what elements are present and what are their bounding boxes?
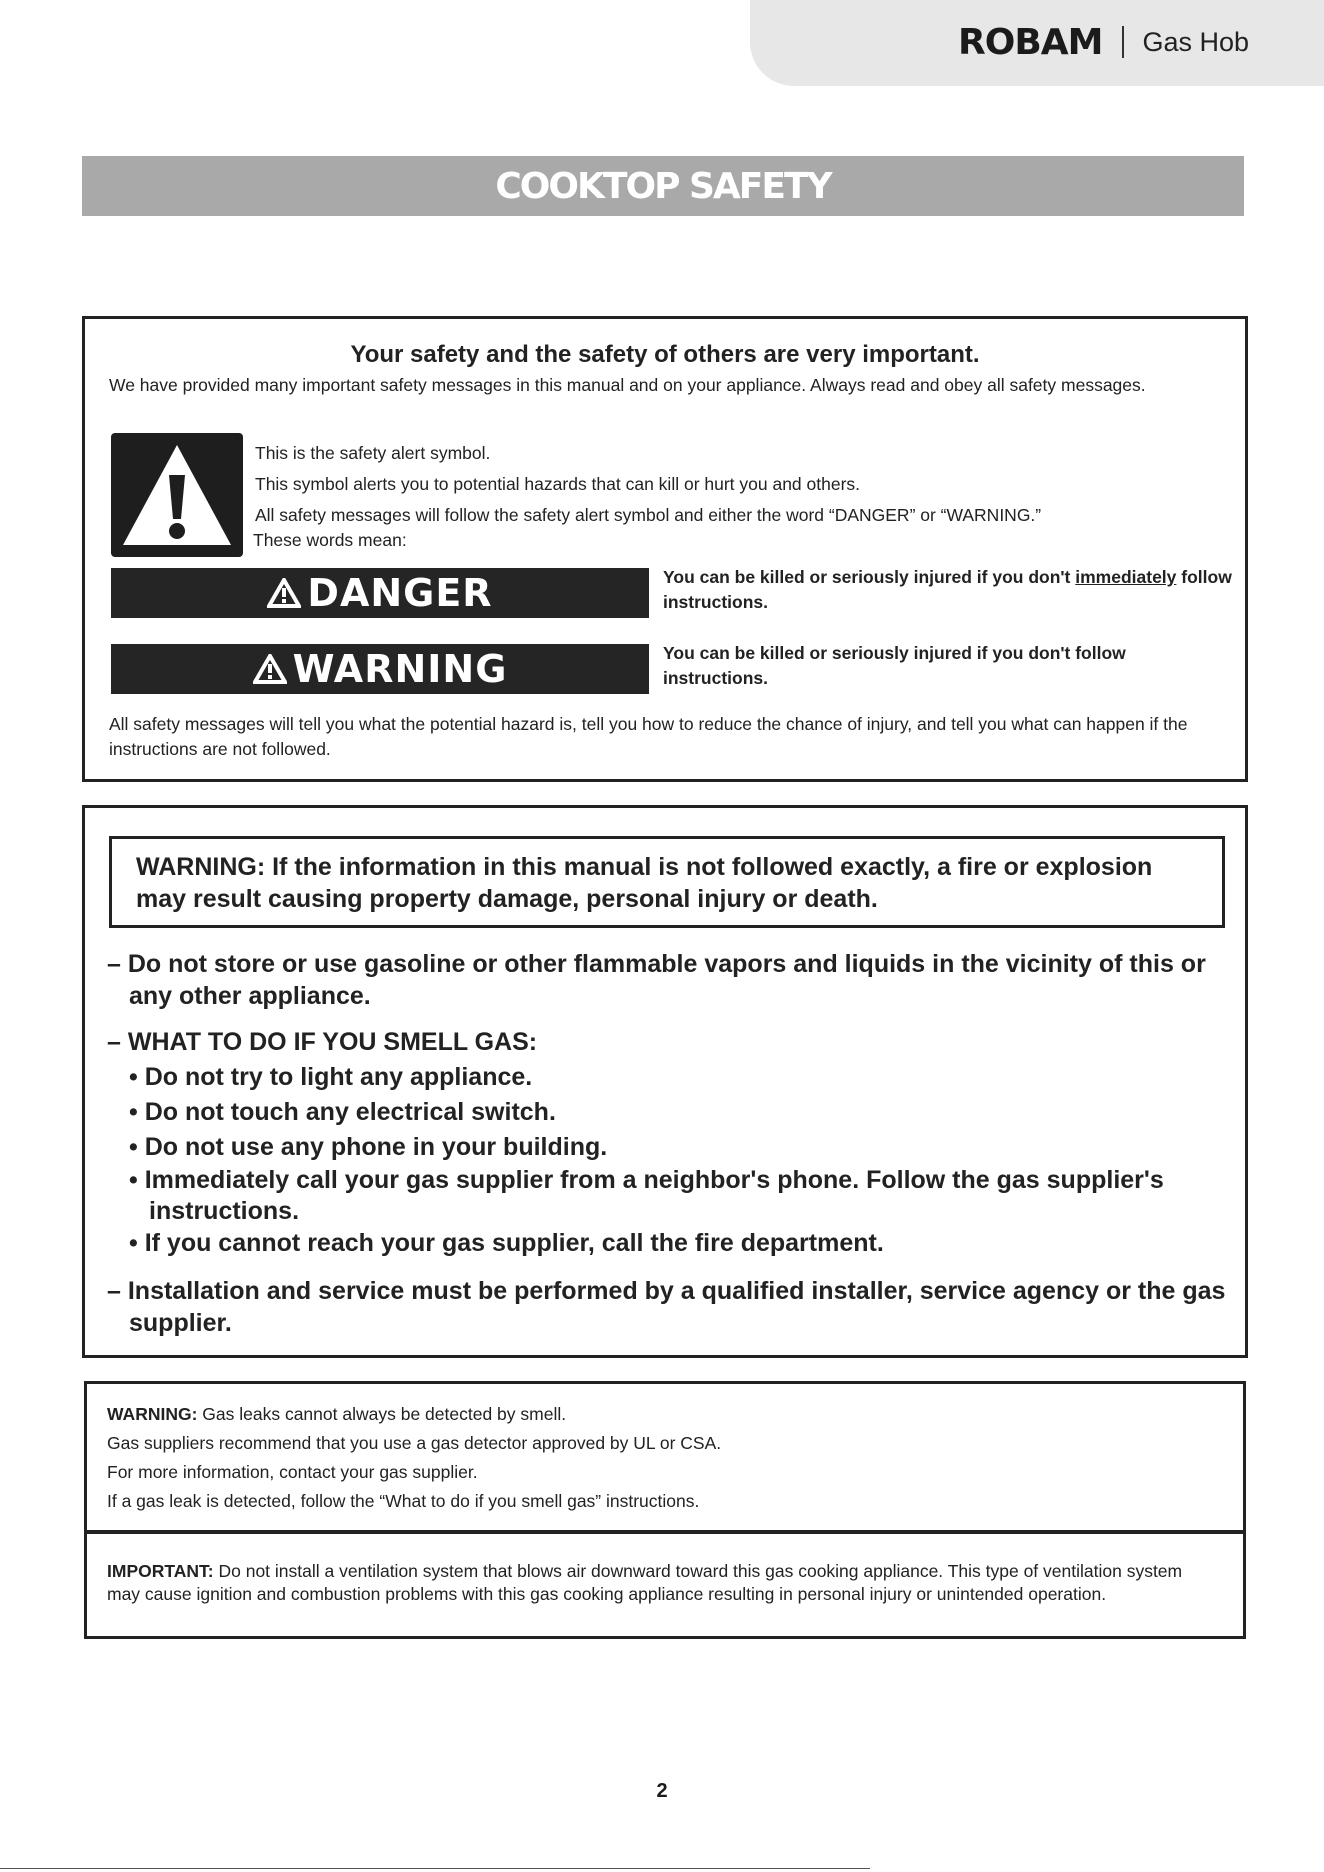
important-notice	[107, 1560, 1217, 1606]
alert-triangle-icon	[267, 578, 301, 608]
product-name: Gas Hob	[1142, 26, 1250, 57]
flammable-vapors-item: – Do not store or use gasoline or other flammable vapors and liquids in the vicinity of this or any other appliance.	[107, 950, 1206, 1010]
section-title: COOKTOP SAFETY	[495, 165, 831, 207]
section-title-bar	[82, 156, 1244, 216]
leak-warning-line: If a gas leak is detected, follow the “What to do if you smell gas” instructions.	[107, 1491, 700, 1511]
bullet-text: Do not use any phone in your building.	[144, 1133, 608, 1161]
safety-intro-box	[82, 316, 1248, 782]
explosion-warning-box	[109, 836, 1225, 928]
bullet-text: If you cannot reach your gas supplier, call the fire department.	[144, 1229, 884, 1257]
installation-item: – Installation and service must be performed by a qualified installer, service agency or the gas supplier.	[107, 1277, 1226, 1337]
safety-alert-symbol-icon	[111, 433, 243, 557]
symbol-line: This symbol alerts you to potential hazards that can kill or hurt you and others.	[255, 474, 861, 494]
bullet-text: Do not touch any electrical switch.	[144, 1098, 556, 1126]
list-item: • Do not use any phone in your building.	[129, 1133, 608, 1161]
explosion-warning-text: WARNING: If the information in this manual is not followed exactly, a fire or explosion may result causing property damage, personal injury or death.	[136, 853, 1153, 913]
list-item: • Do not touch any electrical switch.	[129, 1098, 556, 1126]
list-item: • If you cannot reach your gas supplier, call the fire department.	[129, 1229, 884, 1257]
safety-heading: Your safety and the safety of others are very important.	[350, 341, 980, 368]
danger-label: DANGER	[307, 571, 493, 615]
safety-closing-text: All safety messages will tell you what the potential hazard is, tell you how to reduce the chance of injury, and tell you what can happen if the instructions are not followed.	[109, 714, 1188, 759]
danger-text-underlined: immediately	[1075, 567, 1177, 587]
list-item: • Immediately call your gas supplier from a neighbor's phone. Follow the gas supplier's instructions.	[129, 1166, 1164, 1225]
important-text: Do not install a ventilation system that blows air downward toward this gas cooking appliance. This type of ventilation system may cause ignition and combustion problems with this gas cooking appliance resulting in personal injury or unintended operation.	[107, 1561, 1183, 1604]
symbol-line: All safety messages will follow the safety alert symbol and either the word “DANGER” or “WARNING.”	[255, 505, 1042, 525]
page-number: 2	[656, 1780, 668, 1802]
leak-warning-text: Gas leaks cannot always be detected by smell.	[202, 1404, 567, 1424]
brand	[958, 22, 1249, 62]
leak-warning-line: For more information, contact your gas supplier.	[107, 1462, 478, 1482]
brand-separator	[1122, 26, 1124, 58]
gas-warning-box	[82, 805, 1248, 1358]
warning-signal-bar	[111, 644, 649, 694]
danger-description	[663, 565, 1243, 615]
warning-description: You can be killed or seriously injured if you don't follow instructions.	[663, 643, 1126, 688]
danger-text-end: follow instructions.	[663, 567, 1232, 612]
important-notice-box	[84, 1531, 1246, 1639]
bullet-text: Immediately call your gas supplier from a neighbor's phone. Follow the gas supplier's instructions.	[144, 1166, 1164, 1225]
symbol-line: These words mean:	[253, 530, 407, 550]
leak-warning-line	[107, 1400, 1207, 1429]
brand-logo: ROBAM	[958, 21, 1103, 63]
danger-signal-bar	[111, 568, 649, 618]
footer-rule	[0, 1868, 870, 1869]
smell-gas-heading: – WHAT TO DO IF YOU SMELL GAS:	[107, 1028, 538, 1056]
bullet-text: Do not try to light any appliance.	[144, 1063, 533, 1091]
gas-leak-warning-box	[84, 1381, 1246, 1533]
alert-triangle-icon	[253, 654, 287, 684]
list-item: • Do not try to light any appliance.	[129, 1063, 533, 1091]
safety-intro-text: We have provided many important safety messages in this manual and on your appliance. Always read and obey all safety messages.	[109, 375, 1146, 395]
warning-label: WARNING	[292, 647, 508, 691]
symbol-line: This is the safety alert symbol.	[255, 443, 491, 463]
leak-warning-label: WARNING:	[107, 1404, 198, 1424]
leak-warning-line: Gas suppliers recommend that you use a gas detector approved by UL or CSA.	[107, 1433, 722, 1453]
important-label: IMPORTANT:	[107, 1561, 214, 1581]
danger-text: You can be killed or seriously injured if you don't	[663, 567, 1071, 587]
